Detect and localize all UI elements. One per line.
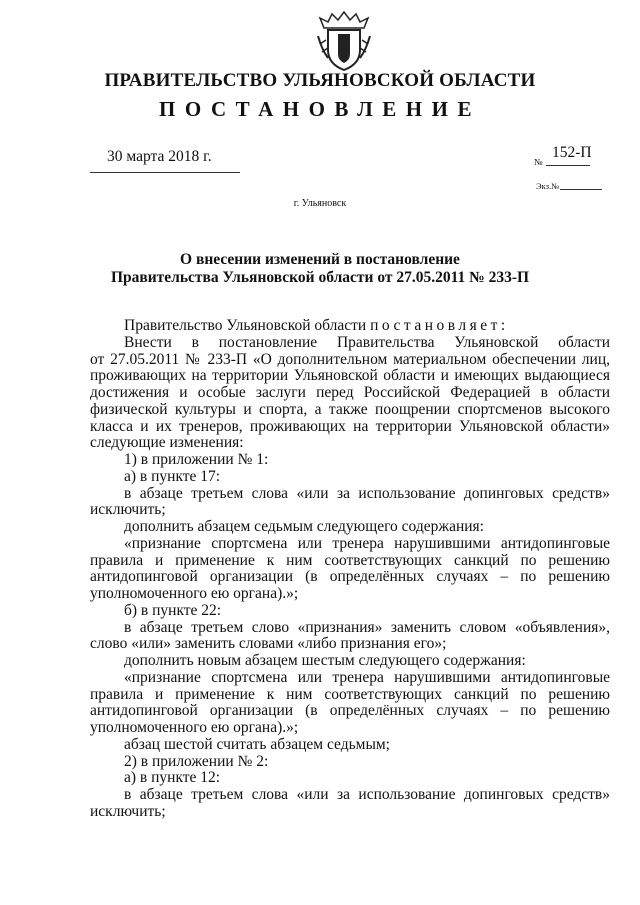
section-1a-paragraph-3: «признание спортсмена или тренера нарушившими антидопинговые правила и применение к ним соответствующих санкций по решению антидопинговой организации (в определённых случаях – по решению уполномоченного ею органа).»;	[90, 534, 610, 602]
decree-body	[90, 318, 610, 821]
intro-spaced-word: постановляет:	[370, 317, 509, 334]
decree-number: 152-П	[552, 144, 592, 161]
section-1a-paragraph-1: в абзаце третьем слова «или за использование допинговых средств» исключить;	[90, 484, 610, 519]
number-sign: №	[534, 157, 543, 167]
section-1a: а) в пункте 17:	[124, 467, 221, 485]
title-line-2: Правительства Ульяновской области от 27.05.2011 № 233-П	[110, 269, 530, 286]
date-underline	[90, 172, 240, 173]
copy-number-label: Экз.№	[536, 181, 560, 191]
coat-of-arms-icon	[316, 10, 372, 72]
section-1b: б) в пункте 22:	[124, 601, 222, 619]
government-name: ПРАВИТЕЛЬСТВО УЛЬЯНОВСКОЙ ОБЛАСТИ	[104, 70, 536, 91]
section-2: 2) в приложении № 2:	[124, 752, 269, 770]
decree-date: 30 марта 2018 г.	[107, 148, 212, 165]
section-2a: а) в пункте 12:	[124, 769, 221, 787]
section-1b-paragraph-2: дополнить новым абзацем шестым следующего содержания:	[124, 652, 526, 669]
city: г. Ульяновск	[293, 198, 347, 209]
section-2a-paragraph-1: в абзаце третьем слова «или за использование допинговых средств» исключить;	[90, 786, 610, 820]
copy-number-underline	[560, 189, 602, 190]
section-1: 1) в приложении № 1:	[124, 451, 269, 468]
document-type: ПОСТАНОВЛЕНИЕ	[159, 97, 481, 121]
decree-title	[0, 251, 640, 287]
section-1b-paragraph-3: «признание спортсмена или тренера нарушившими антидопинговые правила и применение к ним соответствующих санкций по решению антидопинговой организации (в определённых случаях – по решению уполномоченного ею органа).»;	[90, 668, 610, 736]
title-line-1: О внесении изменений в постановление	[180, 251, 460, 268]
intro-paragraph: Правительство Ульяновской области постановляет:	[124, 317, 509, 334]
section-1a-paragraph-2: дополнить абзацем седьмым следующего содержания:	[124, 518, 484, 535]
paragraph-1-first-line: Внести в постановление Правительства Ульяновской области	[124, 333, 610, 351]
section-1b-paragraph-4: абзац шестой считать абзацем седьмым;	[124, 735, 390, 753]
paragraph-1-rest: от 27.05.2011 № 233-П «О дополнительном материальном обеспечении лиц, проживающих на территории Ульяновской области и имеющих выдающиеся достижения и особые заслуги перед Российской Федерацией в области физической культуры и спорта, а также поощрении спортсменов высокого класса и их тренеров, проживающих на территории Ульяновской области» следующие изменения:	[90, 350, 610, 452]
number-underline	[546, 165, 590, 166]
section-1b-paragraph-1: в абзаце третьем слово «признания» заменить словом «объявления», слово «или» заменить словами «либо признания его»;	[90, 618, 610, 653]
